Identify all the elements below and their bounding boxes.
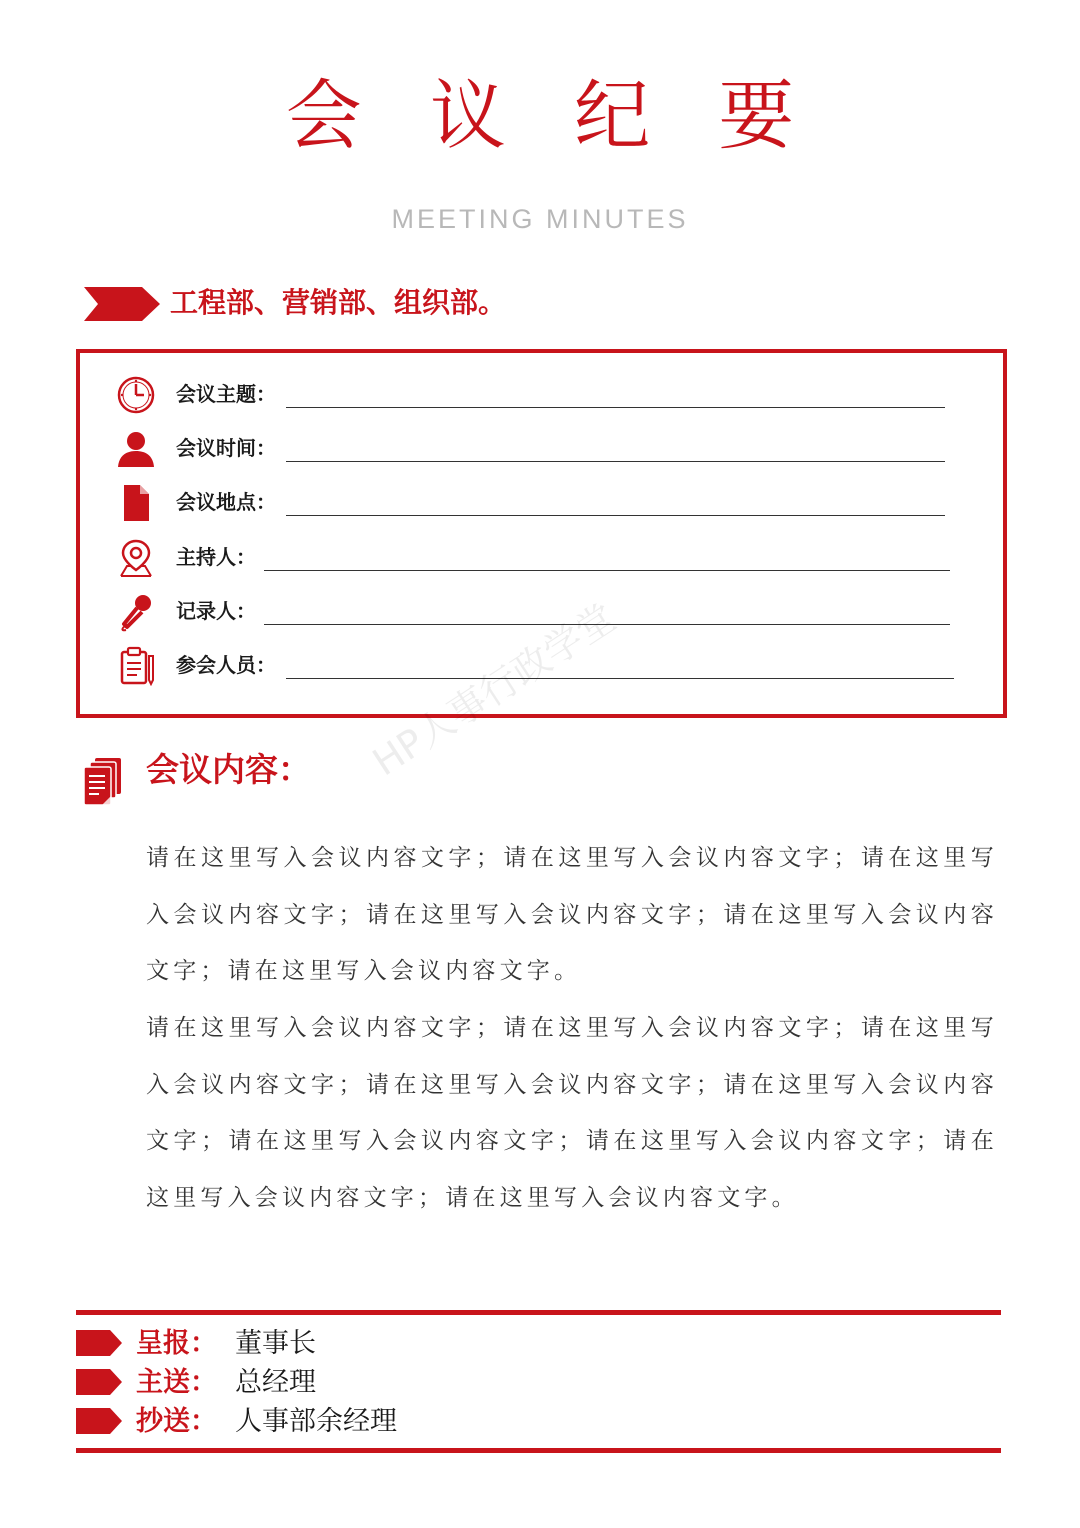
arrow-flag-icon xyxy=(76,1330,122,1356)
document-subtitle: MEETING MINUTES xyxy=(391,204,689,234)
footer-bottom-rule xyxy=(76,1448,1001,1453)
footer-value-report: 董事长 xyxy=(235,1328,316,1359)
info-row-time xyxy=(80,427,1003,467)
footer-value-main-recipient: 总经理 xyxy=(235,1367,316,1398)
watermark: HP人事行政学堂 xyxy=(364,595,624,785)
person-icon xyxy=(116,429,156,469)
info-row-topic xyxy=(80,373,1003,413)
footer-key-cc: 抄送： xyxy=(136,1406,217,1437)
content-paragraph-1: 请在这里写入会议内容文字；请在这里写入会议内容文字；请在这里写入会议内容文字；请在这里写入会议内容文字；请在这里写入会议内容文字；请在这里写入会议内容文字。 xyxy=(146,845,998,984)
departments-line: 工程部、营销部、组织部。 xyxy=(170,286,507,319)
document-icon xyxy=(116,483,156,523)
arrow-flag-icon xyxy=(76,1369,122,1395)
topic-blank-line[interactable] xyxy=(286,407,945,408)
info-row-location xyxy=(80,481,1003,521)
footer-top-rule xyxy=(76,1310,1001,1315)
footer-value-cc: 人事部余经理 xyxy=(235,1406,397,1437)
location-pin-icon xyxy=(116,538,156,578)
footer-key-main-recipient: 主送： xyxy=(136,1367,217,1398)
info-label-attendees: 参会人员： xyxy=(176,653,276,677)
arrow-banner-icon xyxy=(84,287,160,321)
host-blank-line[interactable] xyxy=(264,570,950,571)
info-label-time: 会议时间： xyxy=(176,436,276,460)
clock-icon xyxy=(116,375,156,415)
info-label-location: 会议地点： xyxy=(176,490,276,514)
info-label-recorder: 记录人： xyxy=(176,599,256,623)
attendees-blank-line[interactable] xyxy=(286,678,954,679)
location-blank-line[interactable] xyxy=(286,515,945,516)
info-label-topic: 会议主题： xyxy=(176,382,276,406)
info-label-host: 主持人： xyxy=(176,545,256,569)
documents-stack-icon xyxy=(83,758,123,806)
microphone-icon xyxy=(116,592,156,632)
footer-key-report: 呈报： xyxy=(136,1328,217,1359)
content-paragraph-2: 请在这里写入会议内容文字；请在这里写入会议内容文字；请在这里写入会议内容文字；请在这里写入会议内容文字；请在这里写入会议内容文字；请在这里写入会议内容文字；请在这里写入会议内容文字；请在这里写入会议内容文字；请在这里写入会议内容文字。 xyxy=(146,1015,998,1211)
clipboard-icon xyxy=(116,646,156,686)
arrow-flag-icon xyxy=(76,1408,122,1434)
time-blank-line[interactable] xyxy=(286,461,945,462)
document-title: 会 议 纪 要 xyxy=(285,71,817,160)
info-row-host xyxy=(80,536,1003,576)
content-heading: 会议内容： xyxy=(146,750,311,789)
